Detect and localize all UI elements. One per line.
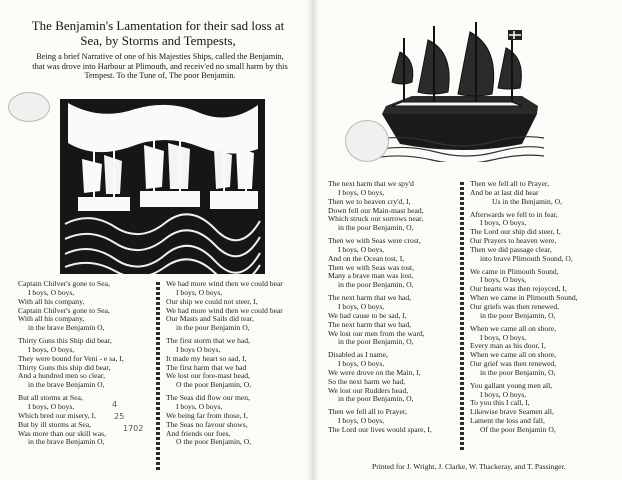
verse-line: We had cause to be sad, I, [328, 310, 407, 320]
ornament-divider-right [460, 182, 464, 450]
verse-line: The Lord our ship did steer, I, [470, 227, 561, 237]
verse-line: in the poor Benjamin, O, [480, 310, 556, 320]
verse-line: With all his company, [18, 314, 85, 324]
printer-imprint: Printed for J. Wright, J. Clarke, W. Thackeray, and T. Passinger. [372, 462, 566, 471]
verse-line: We lost our fore-mast head, [166, 371, 250, 381]
verse-line: And a hundred men so clear, [18, 371, 105, 381]
ornament-divider-left [156, 282, 160, 472]
verse-line: Thirty Guns this ship did bear, [18, 362, 111, 372]
subtitle-line: that was drove into Harbour at Plimouth, and receiv'ed no small harm by this [32, 61, 288, 71]
verse-line: Which struck our sorrows near, [328, 214, 424, 224]
verse-line: Then we with Seas were crost, [328, 236, 421, 246]
verse-line: When we came all on shore, [470, 323, 557, 333]
verse-line: The Lord our lives would spare, I, [328, 424, 432, 434]
verse-line: To you this I call, I, [470, 398, 530, 408]
verse-line: in the brave Benjamin O, [28, 437, 105, 447]
subtitle-line: Tempest. To the Tune of, The poor Benjamin. [84, 71, 236, 80]
stanza [328, 351, 468, 404]
verse-line: We being far from those, I, [166, 410, 248, 420]
verse-line: We had more wind then we could bear [166, 279, 283, 288]
verse-line: Every man as his door, I, [470, 341, 546, 351]
handwritten-note-1: 4 [112, 400, 118, 409]
verse-line: in the brave Benjamin O, [28, 323, 105, 333]
verse-line: Our hearts was then rejoyced, I, [470, 284, 567, 294]
verse-line: The next harm that we had, [328, 293, 412, 303]
verse-line: And on the Ocean tost, I, [328, 253, 405, 263]
verse-line: And be at last did hear [470, 187, 539, 197]
verse-line: Then we fell all to Prayer, [328, 407, 407, 417]
verse-line: I boys, O boys, [28, 287, 75, 297]
verse-line: O the poor Benjamin, O, [176, 380, 252, 390]
verse-line: We lost our Rudders head, [328, 385, 409, 395]
verse-line: Our ship we could not steer, I, [166, 296, 258, 306]
verse-line: Us in the Benjamin, O, [492, 196, 563, 206]
verse-line: in the poor Benjamin O, [176, 323, 250, 333]
verse-line: into brave Plimouth Sound, O, [480, 253, 573, 263]
stanza [470, 211, 615, 264]
verse-line: O the poor Benjamin, O, [176, 437, 252, 447]
verse-line: The Seas no favour shows, [166, 419, 248, 429]
verse-column-2 [166, 280, 306, 451]
verse-line: I boys, O boys, [338, 359, 385, 369]
verse-line: You gallant young men all, [470, 380, 553, 390]
verse-line: Then we did passage clear, [470, 244, 552, 254]
ship-woodcut-image [372, 22, 547, 162]
verse-line: I boys, O boys, [338, 187, 385, 197]
verse-line: Which bred our misery, I, [18, 410, 96, 420]
stanza [470, 325, 615, 378]
verse-line: And friends our foes, [166, 428, 231, 438]
handwritten-note-2: 25 [114, 412, 125, 421]
verse-line: The next harm that we had, [328, 319, 412, 329]
verse-line: Our grief was then renewed, [470, 359, 557, 369]
verse-line: They were bound for Veni - e sa, I, [18, 353, 124, 363]
verse-line: Then we with Seas was tost, [328, 262, 415, 272]
verse-line: Captain Chilver's gone to Sea, [18, 279, 110, 288]
stanza [328, 294, 468, 347]
verse-line: The first harm that we had [166, 362, 247, 372]
verse-line: Lament the loss and fall, [470, 416, 545, 426]
verse-line: Then we fell all to Prayer, [470, 179, 549, 188]
verse-line: in the poor Benjamin, O, [338, 223, 414, 233]
verse-line: Many a brave man was lost, [328, 271, 414, 281]
verse-line: in the brave Benjamin O, [28, 380, 105, 390]
verse-line: in the poor Benjamin, O, [338, 337, 414, 347]
stanza [18, 280, 158, 333]
verse-line: I boys, O boys, [176, 287, 223, 297]
stanza [18, 394, 158, 447]
verse-line: Captain Chilver's gone to Sea, [18, 305, 110, 315]
title-line-1: The Benjamin's Lamentation for their sad loss at [31, 18, 285, 33]
verse-line: The Seas did flow our men, [166, 393, 250, 403]
title-line-2: Sea, by Storms and Tempests, [80, 33, 236, 48]
stanza [470, 382, 615, 435]
verse-line: I boys O boys, [176, 344, 221, 354]
verse-line: I boys, O boys, [338, 416, 385, 426]
verse-line: The first storm that we had, [166, 336, 250, 346]
verse-line: Likewise brave Seamen all, [470, 407, 554, 417]
ship-woodcut [372, 22, 547, 162]
verse-line: I boys, O boys, [338, 301, 385, 311]
verse-line: We lost our men from the ward, [328, 328, 425, 338]
page-fold [307, 0, 319, 480]
subtitle-line: Being a brief Narrative of one of his Majesties Ships, called the Benjamin, [36, 52, 284, 61]
stanza [328, 180, 468, 233]
verse-line: in the poor Benjamin, O, [338, 280, 414, 290]
stanza [166, 337, 306, 390]
verse-line: When we came all on shore, [470, 350, 557, 360]
stanza [18, 337, 158, 390]
verse-line: I boys, O boys, [480, 275, 527, 285]
fleet-woodcut [60, 99, 265, 274]
verse-line: I boys, O boys, [480, 389, 527, 399]
verse-line: Afterwards we fell to in fear, [470, 209, 558, 219]
stanza [328, 237, 468, 290]
verse-column-3 [328, 180, 468, 439]
verse-line: So the next harm we had, [328, 376, 406, 386]
verse-line: I boys, O boys, [480, 218, 527, 228]
verse-line: We were drove on the Main, I, [328, 367, 421, 377]
verse-line: Then we to heaven cry'd, I, [328, 196, 411, 206]
verse-line: I boys, O boys, [338, 244, 385, 254]
verse-line: Our Masts and Sails did tear, [166, 314, 254, 324]
verse-line: in the poor Benjamin, O, [480, 367, 556, 377]
verse-line: But by ill storms at Sea, [18, 419, 91, 429]
verse-column-4 [470, 180, 615, 439]
verse-line: Of the poor Benjamin O, [480, 424, 556, 434]
verse-line: Thirty Guns this Ship did bear, [18, 336, 112, 346]
verse-line: I boys, O boys, [176, 401, 223, 411]
verse-line: When we came in Plimouth Sound, [470, 293, 578, 303]
verse-line: I boys, O boys, [480, 332, 527, 342]
verse-line: With all his company, [18, 296, 85, 306]
stanza [166, 394, 306, 447]
verse-line: Was more than our skill was, [18, 428, 106, 438]
library-stamp-right [345, 120, 389, 162]
stanza [328, 408, 468, 435]
handwritten-note-3: 1702 [123, 424, 144, 433]
ballad-subtitle [22, 52, 298, 81]
ballad-title [22, 18, 294, 48]
stanza [470, 180, 615, 207]
stanza [166, 280, 306, 333]
verse-line: Down fell our Main-mast head, [328, 205, 424, 215]
verse-line: It made my heart so sad, I, [166, 353, 247, 363]
verse-line: But all storms at Sea, [18, 393, 83, 403]
verse-line: We came in Plimouth Sound, [470, 266, 559, 276]
verse-line: We had more wind then we could bear [166, 305, 283, 315]
library-stamp-left [8, 92, 50, 122]
verse-line: I boys, O boys, [28, 401, 75, 411]
fleet-woodcut-image [60, 99, 265, 274]
verse-line: Our griefs was then renewed, [470, 301, 560, 311]
stanza [470, 268, 615, 321]
verse-line: I boys, O boys, [28, 344, 75, 354]
verse-line: Disabled as I name, [328, 350, 388, 360]
verse-line: Our Prayers to heaven were, [470, 236, 557, 246]
verse-line: in the poor Benjamin, O, [338, 394, 414, 404]
verse-line: The next harm that we spy'd [328, 179, 414, 188]
